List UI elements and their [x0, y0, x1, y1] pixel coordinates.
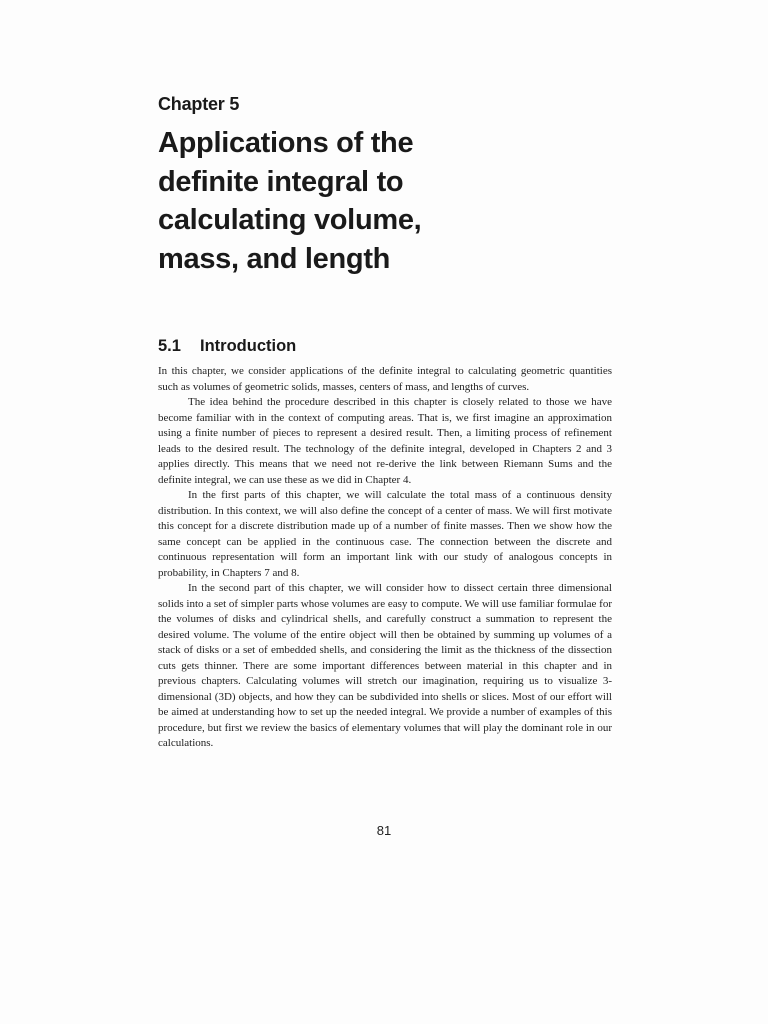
- body-text: [158, 364, 612, 752]
- chapter-title: Applications of the definite integral to calculating volume, mass, and length: [158, 127, 422, 275]
- chapter-label: Chapter 5: [158, 94, 240, 114]
- paragraph-4: In the second part of this chapter, we will consider how to dissect certain three dimensional solids into a set of simpler parts whose volumes are easy to compute. We will use familiar formulae for the volumes of disks and cylindrical shells, and carefully construct a summation to represent the desired volume. The volume of the entire object will then be obtained by summing up volumes of a stack of disks or a set of embedded shells, and considering the limit as the thickness of the dissection cuts gets thinner. There are some important differences between material in this chapter and in previous chapters. Calculating volumes will stretch our imagination, requiring us to visualize 3-dimensional (3D) objects, and how they can be subdivided into shells or slices. Most of our effort will be aimed at understanding how to set up the needed integral. We provide a number of examples of this procedure, but first we review the basics of elementary volumes that will play the dominant role in our calculations.: [158, 582, 612, 749]
- paragraph-2: The idea behind the procedure described in this chapter is closely related to those we have become familiar with in the context of computing areas. That is, we first imagine an approximation using a finite number of pieces to represent a desired result. Then, a limiting process of refinement leads to the desired result. The technology of the definite integral, developed in Chapters 2 and 3 applies directly. This means that we need not re-derive the link between Riemann Sums and the definite integral, we can use these as we did in Chapter 4.: [158, 396, 612, 486]
- section-title: Introduction: [200, 337, 297, 355]
- section-heading: [158, 337, 296, 356]
- paragraph-3: In the first parts of this chapter, we will calculate the total mass of a continuous density distribution. In this context, we will also define the concept of a center of mass. We will first motivate this concept for a discrete distribution made up of a number of finite masses. Then we show how the same concept can be applied in the continuous case. The connection between the discrete and continuous representation will form an important link with our study of analogous concepts in probability, in Chapters 7 and 8.: [158, 489, 612, 579]
- paragraph-1: In this chapter, we consider applications of the definite integral to calculating geometric quantities such as volumes of geometric solids, masses, centers of mass, and lengths of curves.: [158, 365, 612, 393]
- page-number: 81: [376, 823, 392, 838]
- section-number: 5.1: [158, 337, 181, 355]
